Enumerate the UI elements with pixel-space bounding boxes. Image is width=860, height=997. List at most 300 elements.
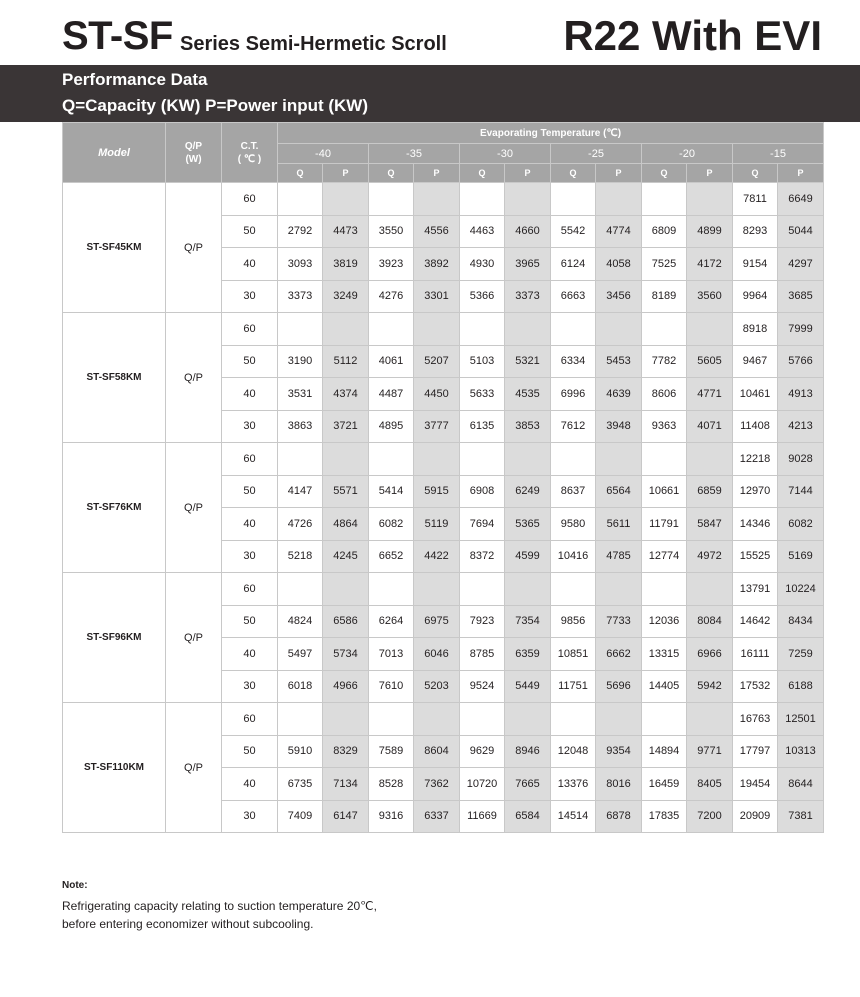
header-evap-temp: -15 bbox=[733, 144, 824, 164]
capacity-cell bbox=[369, 703, 414, 736]
band-title: Performance Data bbox=[62, 70, 208, 89]
header-q: Q bbox=[278, 164, 323, 183]
power-cell: 4213 bbox=[778, 410, 824, 443]
capacity-cell: 14346 bbox=[733, 508, 778, 541]
capacity-cell: 7694 bbox=[460, 508, 505, 541]
power-cell: 5611 bbox=[596, 508, 642, 541]
capacity-cell: 6663 bbox=[551, 280, 596, 313]
capacity-cell: 6334 bbox=[551, 345, 596, 378]
power-cell: 4774 bbox=[596, 215, 642, 248]
power-cell: 3456 bbox=[596, 280, 642, 313]
power-cell: 4864 bbox=[323, 508, 369, 541]
capacity-cell: 4061 bbox=[369, 345, 414, 378]
power-cell: 6564 bbox=[596, 475, 642, 508]
capacity-cell: 12048 bbox=[551, 735, 596, 768]
capacity-cell bbox=[278, 443, 323, 476]
capacity-cell: 13376 bbox=[551, 768, 596, 801]
capacity-cell: 11751 bbox=[551, 670, 596, 703]
capacity-cell bbox=[460, 313, 505, 346]
power-cell: 7999 bbox=[778, 313, 824, 346]
power-cell: 4058 bbox=[596, 248, 642, 281]
header-p: P bbox=[505, 164, 551, 183]
power-cell: 6975 bbox=[414, 605, 460, 638]
capacity-cell: 13315 bbox=[642, 638, 687, 671]
capacity-cell: 8372 bbox=[460, 540, 505, 573]
power-cell: 5605 bbox=[687, 345, 733, 378]
power-cell: 6147 bbox=[323, 800, 369, 833]
header-evaporating-temperature: Evaporating Temperature (℃) bbox=[278, 123, 824, 144]
power-cell: 6337 bbox=[414, 800, 460, 833]
capacity-cell bbox=[551, 573, 596, 606]
capacity-cell: 7525 bbox=[642, 248, 687, 281]
power-cell: 3721 bbox=[323, 410, 369, 443]
power-cell: 6082 bbox=[778, 508, 824, 541]
power-cell: 8604 bbox=[414, 735, 460, 768]
performance-table-wrap bbox=[62, 122, 824, 833]
condensing-temp: 30 bbox=[222, 670, 278, 703]
power-cell bbox=[505, 313, 551, 346]
power-cell: 7354 bbox=[505, 605, 551, 638]
power-cell: 3301 bbox=[414, 280, 460, 313]
capacity-cell: 7589 bbox=[369, 735, 414, 768]
power-cell: 12501 bbox=[778, 703, 824, 736]
capacity-cell: 8189 bbox=[642, 280, 687, 313]
power-cell: 6584 bbox=[505, 800, 551, 833]
header-q: Q bbox=[642, 164, 687, 183]
refrigerant-title: R22 With EVI bbox=[563, 12, 822, 59]
power-cell: 5571 bbox=[323, 475, 369, 508]
capacity-cell: 8637 bbox=[551, 475, 596, 508]
power-cell: 5734 bbox=[323, 638, 369, 671]
capacity-cell: 9964 bbox=[733, 280, 778, 313]
power-cell bbox=[505, 703, 551, 736]
power-cell: 4535 bbox=[505, 378, 551, 411]
power-cell bbox=[596, 313, 642, 346]
power-cell: 6188 bbox=[778, 670, 824, 703]
power-cell: 3965 bbox=[505, 248, 551, 281]
capacity-cell: 6809 bbox=[642, 215, 687, 248]
capacity-cell: 4895 bbox=[369, 410, 414, 443]
power-cell: 5207 bbox=[414, 345, 460, 378]
power-cell: 4422 bbox=[414, 540, 460, 573]
capacity-cell: 17532 bbox=[733, 670, 778, 703]
power-cell bbox=[505, 183, 551, 216]
power-cell: 7362 bbox=[414, 768, 460, 801]
capacity-cell: 11408 bbox=[733, 410, 778, 443]
power-cell: 4899 bbox=[687, 215, 733, 248]
power-cell: 3560 bbox=[687, 280, 733, 313]
power-cell: 8644 bbox=[778, 768, 824, 801]
header-evap-temp: -25 bbox=[551, 144, 642, 164]
capacity-cell: 11791 bbox=[642, 508, 687, 541]
header-qp-line2: (W) bbox=[185, 153, 202, 165]
condensing-temp: 40 bbox=[222, 638, 278, 671]
header-q: Q bbox=[369, 164, 414, 183]
power-cell: 5942 bbox=[687, 670, 733, 703]
capacity-cell: 4930 bbox=[460, 248, 505, 281]
capacity-cell: 3190 bbox=[278, 345, 323, 378]
power-cell: 4966 bbox=[323, 670, 369, 703]
power-cell: 6046 bbox=[414, 638, 460, 671]
power-cell bbox=[323, 183, 369, 216]
power-cell: 5321 bbox=[505, 345, 551, 378]
capacity-cell: 6735 bbox=[278, 768, 323, 801]
power-cell: 9028 bbox=[778, 443, 824, 476]
power-cell: 4245 bbox=[323, 540, 369, 573]
capacity-cell: 12218 bbox=[733, 443, 778, 476]
capacity-cell: 10461 bbox=[733, 378, 778, 411]
power-cell: 8084 bbox=[687, 605, 733, 638]
power-cell: 6586 bbox=[323, 605, 369, 638]
power-cell bbox=[414, 573, 460, 606]
power-cell: 7200 bbox=[687, 800, 733, 833]
power-cell: 8016 bbox=[596, 768, 642, 801]
power-cell bbox=[596, 443, 642, 476]
capacity-cell: 5414 bbox=[369, 475, 414, 508]
capacity-cell: 7610 bbox=[369, 670, 414, 703]
model-name: ST-SF96KM bbox=[63, 573, 166, 703]
power-cell: 4450 bbox=[414, 378, 460, 411]
capacity-cell: 7013 bbox=[369, 638, 414, 671]
table-row bbox=[63, 313, 824, 346]
capacity-cell: 12774 bbox=[642, 540, 687, 573]
power-cell: 4071 bbox=[687, 410, 733, 443]
capacity-cell: 4276 bbox=[369, 280, 414, 313]
capacity-cell: 14894 bbox=[642, 735, 687, 768]
header-p: P bbox=[596, 164, 642, 183]
capacity-cell: 9580 bbox=[551, 508, 596, 541]
capacity-cell: 3550 bbox=[369, 215, 414, 248]
power-cell bbox=[596, 703, 642, 736]
capacity-cell: 13791 bbox=[733, 573, 778, 606]
power-cell: 8434 bbox=[778, 605, 824, 638]
power-cell bbox=[687, 573, 733, 606]
power-cell: 4473 bbox=[323, 215, 369, 248]
power-cell: 6859 bbox=[687, 475, 733, 508]
condensing-temp: 50 bbox=[222, 345, 278, 378]
capacity-cell: 14642 bbox=[733, 605, 778, 638]
power-cell: 5453 bbox=[596, 345, 642, 378]
capacity-cell bbox=[642, 313, 687, 346]
power-cell: 5203 bbox=[414, 670, 460, 703]
header-q: Q bbox=[551, 164, 596, 183]
capacity-cell: 16763 bbox=[733, 703, 778, 736]
power-cell: 4172 bbox=[687, 248, 733, 281]
power-cell: 3685 bbox=[778, 280, 824, 313]
power-cell: 3853 bbox=[505, 410, 551, 443]
capacity-cell bbox=[278, 313, 323, 346]
power-cell bbox=[414, 443, 460, 476]
power-cell: 6878 bbox=[596, 800, 642, 833]
condensing-temp: 60 bbox=[222, 183, 278, 216]
capacity-cell: 8606 bbox=[642, 378, 687, 411]
table-row bbox=[63, 573, 824, 606]
capacity-cell: 3863 bbox=[278, 410, 323, 443]
table-row bbox=[63, 183, 824, 216]
power-cell bbox=[687, 183, 733, 216]
qp-label: Q/P bbox=[166, 573, 222, 703]
performance-table bbox=[62, 122, 824, 833]
note-title: Note: bbox=[62, 880, 88, 891]
capacity-cell bbox=[278, 703, 323, 736]
condensing-temp: 50 bbox=[222, 475, 278, 508]
capacity-cell bbox=[460, 573, 505, 606]
condensing-temp: 60 bbox=[222, 313, 278, 346]
capacity-cell: 6996 bbox=[551, 378, 596, 411]
capacity-cell: 9524 bbox=[460, 670, 505, 703]
performance-band bbox=[0, 65, 860, 122]
capacity-cell: 4824 bbox=[278, 605, 323, 638]
power-cell bbox=[323, 443, 369, 476]
capacity-cell: 10851 bbox=[551, 638, 596, 671]
capacity-cell: 6018 bbox=[278, 670, 323, 703]
capacity-cell: 20909 bbox=[733, 800, 778, 833]
power-cell: 3819 bbox=[323, 248, 369, 281]
power-cell: 9771 bbox=[687, 735, 733, 768]
power-cell bbox=[596, 183, 642, 216]
note-line-2: before entering economizer without subcooling. bbox=[62, 917, 314, 931]
capacity-cell bbox=[642, 183, 687, 216]
capacity-cell: 7612 bbox=[551, 410, 596, 443]
power-cell: 6359 bbox=[505, 638, 551, 671]
condensing-temp: 40 bbox=[222, 508, 278, 541]
capacity-cell: 14514 bbox=[551, 800, 596, 833]
qp-label: Q/P bbox=[166, 313, 222, 443]
power-cell: 4639 bbox=[596, 378, 642, 411]
power-cell: 5766 bbox=[778, 345, 824, 378]
power-cell: 4660 bbox=[505, 215, 551, 248]
capacity-cell: 4487 bbox=[369, 378, 414, 411]
capacity-cell: 8293 bbox=[733, 215, 778, 248]
capacity-cell: 6908 bbox=[460, 475, 505, 508]
capacity-cell: 7923 bbox=[460, 605, 505, 638]
capacity-cell bbox=[460, 703, 505, 736]
capacity-cell bbox=[460, 183, 505, 216]
condensing-temp: 40 bbox=[222, 768, 278, 801]
capacity-cell: 5633 bbox=[460, 378, 505, 411]
header-qp-line1: Q/P bbox=[184, 140, 203, 152]
capacity-cell: 10661 bbox=[642, 475, 687, 508]
power-cell: 3892 bbox=[414, 248, 460, 281]
capacity-cell: 15525 bbox=[733, 540, 778, 573]
capacity-cell: 10720 bbox=[460, 768, 505, 801]
power-cell: 7144 bbox=[778, 475, 824, 508]
power-cell: 10224 bbox=[778, 573, 824, 606]
header-ct-line2: ( ℃ ) bbox=[237, 153, 262, 165]
power-cell bbox=[414, 313, 460, 346]
capacity-cell: 6264 bbox=[369, 605, 414, 638]
capacity-cell: 9629 bbox=[460, 735, 505, 768]
power-cell: 5847 bbox=[687, 508, 733, 541]
capacity-cell: 6652 bbox=[369, 540, 414, 573]
capacity-cell bbox=[642, 443, 687, 476]
capacity-cell: 5542 bbox=[551, 215, 596, 248]
condensing-temp: 40 bbox=[222, 248, 278, 281]
capacity-cell bbox=[551, 703, 596, 736]
capacity-cell: 7811 bbox=[733, 183, 778, 216]
note-line-1: Refrigerating capacity relating to suction temperature 20℃, bbox=[62, 899, 377, 913]
capacity-cell: 3531 bbox=[278, 378, 323, 411]
condensing-temp: 30 bbox=[222, 800, 278, 833]
power-cell: 6662 bbox=[596, 638, 642, 671]
capacity-cell: 14405 bbox=[642, 670, 687, 703]
power-cell: 8946 bbox=[505, 735, 551, 768]
capacity-cell bbox=[642, 703, 687, 736]
power-cell: 5449 bbox=[505, 670, 551, 703]
capacity-cell: 17835 bbox=[642, 800, 687, 833]
capacity-cell: 9154 bbox=[733, 248, 778, 281]
capacity-cell: 16111 bbox=[733, 638, 778, 671]
power-cell bbox=[414, 703, 460, 736]
capacity-cell: 3093 bbox=[278, 248, 323, 281]
power-cell: 6649 bbox=[778, 183, 824, 216]
condensing-temp: 50 bbox=[222, 215, 278, 248]
capacity-cell: 5497 bbox=[278, 638, 323, 671]
power-cell: 8329 bbox=[323, 735, 369, 768]
power-cell: 6966 bbox=[687, 638, 733, 671]
capacity-cell: 5218 bbox=[278, 540, 323, 573]
power-cell: 5915 bbox=[414, 475, 460, 508]
capacity-cell: 9467 bbox=[733, 345, 778, 378]
capacity-cell: 7782 bbox=[642, 345, 687, 378]
condensing-temp: 50 bbox=[222, 605, 278, 638]
header-ct bbox=[222, 123, 278, 183]
capacity-cell: 3373 bbox=[278, 280, 323, 313]
condensing-temp: 60 bbox=[222, 703, 278, 736]
power-cell bbox=[687, 313, 733, 346]
power-cell bbox=[596, 573, 642, 606]
capacity-cell: 8528 bbox=[369, 768, 414, 801]
capacity-cell bbox=[551, 443, 596, 476]
qp-label: Q/P bbox=[166, 443, 222, 573]
condensing-temp: 30 bbox=[222, 410, 278, 443]
power-cell: 5119 bbox=[414, 508, 460, 541]
power-cell: 4297 bbox=[778, 248, 824, 281]
power-cell: 8405 bbox=[687, 768, 733, 801]
page-subtitle: Series Semi-Hermetic Scroll bbox=[180, 33, 447, 55]
power-cell: 4771 bbox=[687, 378, 733, 411]
capacity-cell bbox=[369, 313, 414, 346]
power-cell: 7733 bbox=[596, 605, 642, 638]
capacity-cell: 9316 bbox=[369, 800, 414, 833]
capacity-cell: 4726 bbox=[278, 508, 323, 541]
capacity-cell: 6082 bbox=[369, 508, 414, 541]
power-cell: 10313 bbox=[778, 735, 824, 768]
capacity-cell: 3923 bbox=[369, 248, 414, 281]
power-cell: 5112 bbox=[323, 345, 369, 378]
qp-label: Q/P bbox=[166, 703, 222, 833]
model-name: ST-SF45KM bbox=[63, 183, 166, 313]
power-cell: 4913 bbox=[778, 378, 824, 411]
capacity-cell bbox=[460, 443, 505, 476]
capacity-cell bbox=[278, 573, 323, 606]
capacity-cell bbox=[369, 443, 414, 476]
capacity-cell bbox=[642, 573, 687, 606]
capacity-cell: 12036 bbox=[642, 605, 687, 638]
model-name: ST-SF110KM bbox=[63, 703, 166, 833]
power-cell: 7259 bbox=[778, 638, 824, 671]
power-cell: 7665 bbox=[505, 768, 551, 801]
power-cell bbox=[687, 443, 733, 476]
capacity-cell: 8918 bbox=[733, 313, 778, 346]
power-cell: 4374 bbox=[323, 378, 369, 411]
power-cell: 9354 bbox=[596, 735, 642, 768]
capacity-cell bbox=[551, 313, 596, 346]
power-cell: 3373 bbox=[505, 280, 551, 313]
header-p: P bbox=[687, 164, 733, 183]
header-qp bbox=[166, 123, 222, 183]
capacity-cell: 9856 bbox=[551, 605, 596, 638]
condensing-temp: 30 bbox=[222, 540, 278, 573]
header-p: P bbox=[778, 164, 824, 183]
power-cell: 6249 bbox=[505, 475, 551, 508]
capacity-cell: 9363 bbox=[642, 410, 687, 443]
power-cell bbox=[505, 573, 551, 606]
power-cell: 3249 bbox=[323, 280, 369, 313]
capacity-cell: 11669 bbox=[460, 800, 505, 833]
power-cell: 4599 bbox=[505, 540, 551, 573]
power-cell: 7134 bbox=[323, 768, 369, 801]
capacity-cell: 5366 bbox=[460, 280, 505, 313]
capacity-cell: 2792 bbox=[278, 215, 323, 248]
header-p: P bbox=[414, 164, 460, 183]
header-q: Q bbox=[733, 164, 778, 183]
header-evap-temp: -35 bbox=[369, 144, 460, 164]
capacity-cell: 8785 bbox=[460, 638, 505, 671]
condensing-temp: 60 bbox=[222, 443, 278, 476]
capacity-cell: 4147 bbox=[278, 475, 323, 508]
page-title: ST-SF bbox=[62, 14, 173, 58]
power-cell: 5044 bbox=[778, 215, 824, 248]
capacity-cell: 16459 bbox=[642, 768, 687, 801]
power-cell: 4972 bbox=[687, 540, 733, 573]
condensing-temp: 60 bbox=[222, 573, 278, 606]
model-name: ST-SF58KM bbox=[63, 313, 166, 443]
power-cell bbox=[323, 313, 369, 346]
capacity-cell: 17797 bbox=[733, 735, 778, 768]
power-cell: 4556 bbox=[414, 215, 460, 248]
power-cell: 3777 bbox=[414, 410, 460, 443]
header-evap-temp: -40 bbox=[278, 144, 369, 164]
capacity-cell: 7409 bbox=[278, 800, 323, 833]
capacity-cell bbox=[551, 183, 596, 216]
band-units: Q=Capacity (KW) P=Power input (KW) bbox=[62, 96, 369, 115]
power-cell: 7381 bbox=[778, 800, 824, 833]
header-p: P bbox=[323, 164, 369, 183]
capacity-cell bbox=[369, 573, 414, 606]
capacity-cell: 6124 bbox=[551, 248, 596, 281]
capacity-cell: 5103 bbox=[460, 345, 505, 378]
capacity-cell: 4463 bbox=[460, 215, 505, 248]
power-cell bbox=[414, 183, 460, 216]
power-cell: 5696 bbox=[596, 670, 642, 703]
header-ct-line1: C.T. bbox=[240, 140, 259, 152]
condensing-temp: 30 bbox=[222, 280, 278, 313]
capacity-cell: 12970 bbox=[733, 475, 778, 508]
model-name: ST-SF76KM bbox=[63, 443, 166, 573]
power-cell: 5365 bbox=[505, 508, 551, 541]
table-row bbox=[63, 443, 824, 476]
capacity-cell bbox=[369, 183, 414, 216]
header-q: Q bbox=[460, 164, 505, 183]
capacity-cell: 6135 bbox=[460, 410, 505, 443]
table-row bbox=[63, 703, 824, 736]
header-evap-temp: -30 bbox=[460, 144, 551, 164]
power-cell bbox=[505, 443, 551, 476]
header-evap-temp: -20 bbox=[642, 144, 733, 164]
qp-label: Q/P bbox=[166, 183, 222, 313]
power-cell: 5169 bbox=[778, 540, 824, 573]
